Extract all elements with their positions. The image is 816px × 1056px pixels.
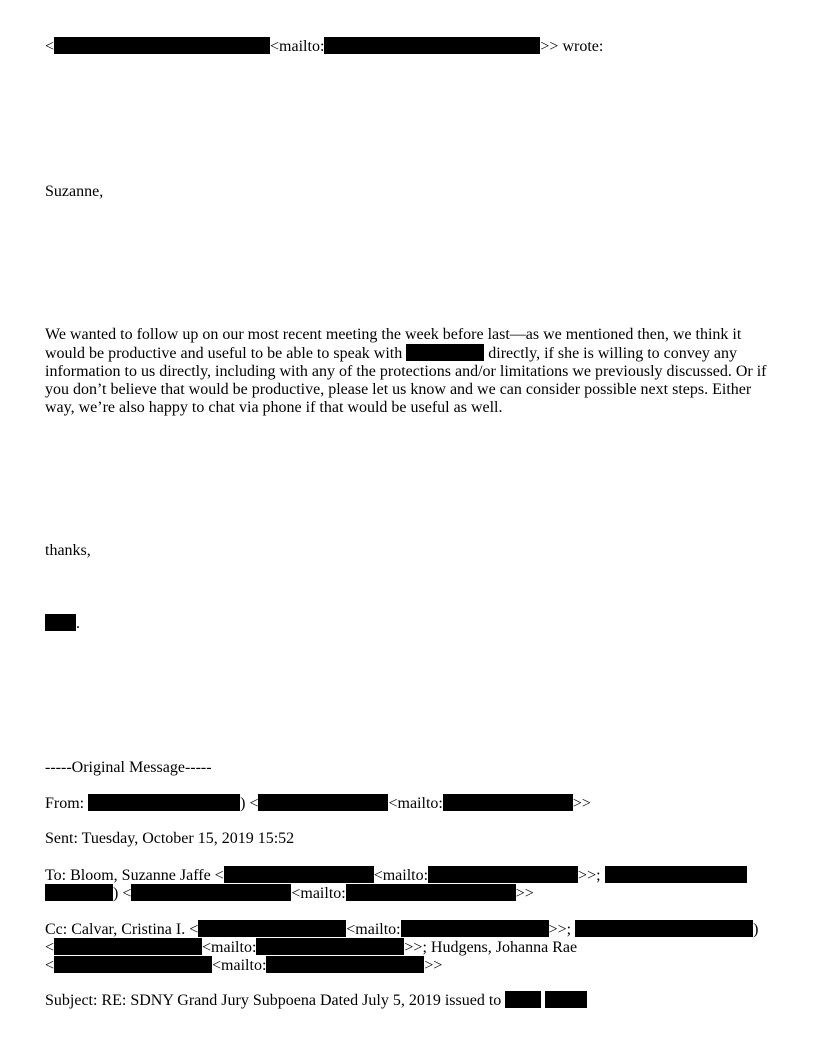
greeting: Suzanne, xyxy=(45,183,104,200)
reply-header-line: < <mailto: >> wrote: xyxy=(45,38,604,55)
redaction-block xyxy=(575,920,753,937)
redaction-block xyxy=(605,866,747,883)
redaction-block xyxy=(401,920,549,937)
redaction-block xyxy=(406,344,484,361)
redaction-block xyxy=(198,920,346,937)
redaction-block xyxy=(54,37,270,54)
to-line-1: To: Bloom, Suzanne Jaffe < <mailto: >>; xyxy=(45,866,747,885)
cc-line-1: Cc: Calvar, Cristina I. < <mailto: >>; ) xyxy=(45,921,759,938)
to-line-2: ) < <mailto: >> xyxy=(45,884,534,903)
redaction-block xyxy=(131,884,291,901)
cc-line-2: < <mailto: >>; Hudgens, Johanna Rae xyxy=(45,939,578,956)
redaction-block xyxy=(545,991,587,1008)
subject-line: Subject: RE: SDNY Grand Jury Subpoena Dated July 5, 2019 issued to xyxy=(45,991,587,1010)
redaction-block xyxy=(258,794,388,811)
redaction-block xyxy=(505,991,541,1008)
redaction-block xyxy=(443,794,573,811)
redaction-block xyxy=(54,956,212,973)
from-line: From: ) < <mailto: >> xyxy=(45,795,591,812)
redaction-block xyxy=(224,866,374,883)
redaction-block xyxy=(324,37,540,54)
body-paragraph: We wanted to follow up on our most recent meeting the week before last—as we mentioned then, we think it would be productive and useful to be able to speak with directly, if she is willing to convey any information to us directly, including with any of the protections and/or limitations we previously discussed. Or if you don’t believe that would be productive, please let us know and we can consider possible next steps. Either way, we’re also happy to chat via phone if that would be useful as well. xyxy=(45,326,767,416)
original-message-header: -----Original Message----- xyxy=(45,759,212,776)
redaction-block xyxy=(88,794,240,811)
redaction-block xyxy=(428,866,578,883)
cc-line-3: < <mailto: >> xyxy=(45,957,443,974)
sent-line: Sent: Tuesday, October 15, 2019 15:52 xyxy=(45,830,295,847)
redaction-block xyxy=(266,956,424,973)
redaction-block xyxy=(346,884,516,901)
redaction-block xyxy=(54,938,202,955)
signature-line: . xyxy=(45,614,80,633)
redaction-block xyxy=(45,614,76,631)
closing-thanks: thanks, xyxy=(45,542,91,559)
redaction-block xyxy=(45,884,113,901)
redaction-block xyxy=(256,938,404,955)
